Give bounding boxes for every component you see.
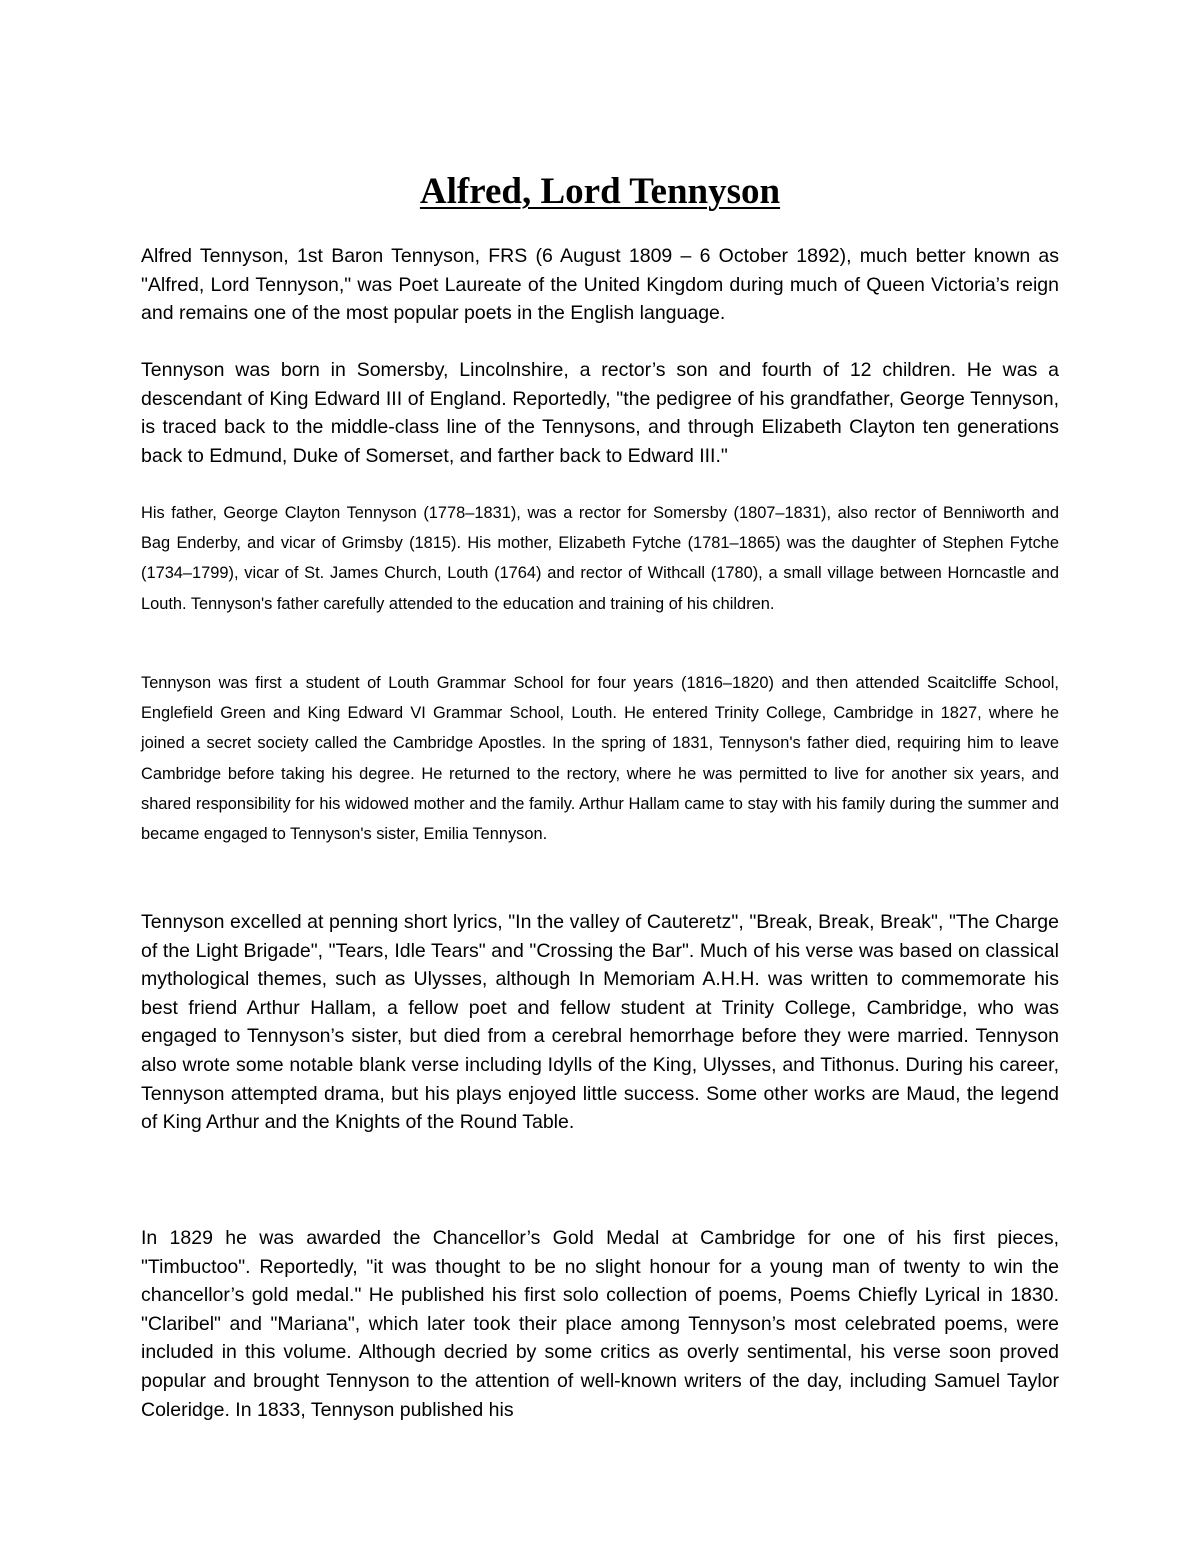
paragraph-works: Tennyson excelled at penning short lyrics, "In the valley of Cauteretz", "Break, Break, Break", "The Charge of the Light Brigade", "Tears, Idle Tears" and "Crossing the Bar". Much of his verse was based on classical mythological themes, such as Ulysses, although In Memoriam A.H.H. was written to commemorate his best friend Arthur Hallam, a fellow poet and fellow student at Trinity College, Cambridge, who was engaged to Tennyson’s sister, but died from a cerebral hemorrhage before they were married. Tennyson also wrote some notable blank verse including Idylls of the King, Ulysses, and Tithonus. During his career, Tennyson attempted drama, but his plays enjoyed little success. Some other works are Maud, the legend of King Arthur and the Knights of the Round Table. bbox=[141, 911, 1059, 1134]
paragraph-intro: Alfred Tennyson, 1st Baron Tennyson, FRS (6 August 1809 – 6 October 1892), much better known as "Alfred, Lord Tennyson," was Poet Laureate of the United Kingdom during much of Queen Victoria’s reign and remains one of the most popular poets in the English language. bbox=[141, 245, 1059, 325]
paragraph-education: Tennyson was first a student of Louth Grammar School for four years (1816–1820) and then attended Scaitcliffe School, Englefield Green and King Edward VI Grammar School, Louth. He entered Trinity College, Cambridge in 1827, where he joined a secret society called the Cambridge Apostles. In the spring of 1831, Tennyson's father died, requiring him to leave Cambridge before taking his degree. He returned to the rectory, where he was permitted to live for another six years, and shared responsibility for his widowed mother and the family. Arthur Hallam came to stay with his family during the summer and became engaged to Tennyson's sister, Emilia Tennyson. bbox=[141, 674, 1059, 844]
document-title: Alfred, Lord Tennyson bbox=[419, 171, 781, 212]
paragraph-birth: Tennyson was born in Somersby, Lincolnshire, a rector’s son and fourth of 12 children. He was a descendant of King Edward III of England. Reportedly, "the pedigree of his grandfather, George Tennyson, is traced back to the middle-class line of the Tennysons, and through Elizabeth Clayton ten generations back to Edmund, Duke of Somerset, and farther back to Edward III." bbox=[141, 359, 1059, 467]
paragraph-parents: His father, George Clayton Tennyson (1778–1831), was a rector for Somersby (1807–1831), also rector of Benniworth and Bag Enderby, and vicar of Grimsby (1815). His mother, Elizabeth Fytche (1781–1865) was the daughter of Stephen Fytche (1734–1799), vicar of St. James Church, Louth (1764) and rector of Withcall (1780), a small village between Horncastle and Louth. Tennyson's father carefully attended to the education and training of his children. bbox=[141, 504, 1059, 613]
paragraph-awards: In 1829 he was awarded the Chancellor’s Gold Medal at Cambridge for one of his first pieces, "Timbuctoo". Reportedly, "it was thought to be no slight honour for a young man of twenty to win the chancellor’s gold medal." He published his first solo collection of poems, Poems Chiefly Lyrical in 1830. "Claribel" and "Mariana", which later took their place among Tennyson’s most celebrated poems, were included in this volume. Although decried by some critics as overly sentimental, his verse soon proved popular and brought Tennyson to the attention of well-known writers of the day, including Samuel Taylor Coleridge. In 1833, Tennyson published his bbox=[141, 1227, 1059, 1421]
